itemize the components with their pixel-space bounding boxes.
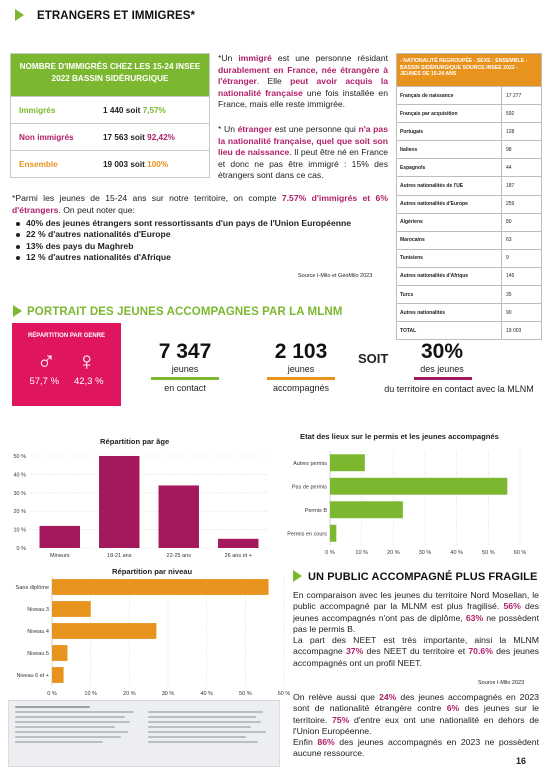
stat-label: jeunes [171,364,199,374]
row-value: 128 [501,123,541,140]
text: des jeunes accompagnés en 2023 ne possèdent aucune ressource. [293,737,540,759]
underline [267,377,335,380]
portrait-title: PORTRAIT DES JEUNES ACCOMPAGNES PAR LA MLNM [27,306,343,318]
bar [330,525,336,542]
bar [99,456,139,548]
row-value: 80 [501,214,541,231]
section-marker-icon [13,305,22,317]
highlight: 70.6% [468,646,493,657]
text: *Parmi les jeunes de 15-24 ans sur notre territoire, on compte [12,193,282,203]
chart-title: Etat des lieux sur le permis et les jeunes accompagnés [300,432,499,441]
row-label: Italiens [400,146,418,153]
chart-title: Répartition par âge [100,437,170,446]
y-tick-label: 0 % [16,546,26,552]
list-item: 22 % d'autres nationalités d'Europe [14,229,388,240]
bar [40,526,80,548]
table-row [397,195,541,213]
text: des NEET du territoire et [363,646,469,657]
stat-territoire [384,340,534,395]
highlight: 24% [378,692,397,702]
nationalites-table [396,53,542,340]
text: est une personne qui [272,124,359,134]
highlight: 75% [331,714,350,725]
genre-box [12,323,121,406]
x-tick-label: 60 % [513,550,527,556]
row-value: 259 [501,196,541,213]
row-value: 1 440 soit [103,105,141,115]
x-tick-label: 20 % [387,550,400,556]
y-tick-label: Sans diplôme [15,585,49,591]
row-value: 19 003 soit [103,159,145,169]
y-tick-label: Autres permis [293,460,327,467]
highlight: 86% [317,737,335,748]
bullet-list [14,218,388,263]
y-tick-label: Niveau 4 [27,629,49,635]
list-item: 12 % d'autres nationalités d'Afrique [14,252,388,263]
table-row [397,285,541,303]
x-tick-label: 40 % [200,691,213,697]
text: On relève aussi que [293,692,379,702]
y-tick-label: 50 % [13,454,26,460]
bar [52,579,269,595]
table-row [397,158,541,176]
table-row [397,213,541,231]
immigres-table [10,53,210,178]
bar [330,478,507,495]
y-tick-label: 30 % [13,490,26,497]
bar [218,539,258,548]
term: immigré [238,53,272,63]
x-tick-label: 0 % [325,550,335,556]
row-pct: 100% [147,159,169,169]
row-value: 44 [501,159,541,176]
page-title: ETRANGERS ET IMMIGRES* [37,10,196,22]
genre-label: RÉPARTITION PAR GENRE [27,333,106,339]
text: une fois installée en France, mais elle reste immigrée. [218,87,388,110]
row-label: TOTAL [400,327,417,334]
text: des jeunes sur le territoire. [293,703,540,725]
bar [330,454,365,471]
row-value: 145 [501,268,541,285]
row-label: Français par acquisition [400,110,458,117]
chart-niveau [0,562,292,700]
highlight: 6% [446,703,460,714]
fragile-text-1 [293,590,539,669]
x-tick-label: 30 % [161,691,175,697]
row-value: 17 277 [501,87,541,104]
source-note: Source I-Milo 2023 [478,680,525,686]
stat-number: 30% [420,340,464,363]
row-value: 35 [501,286,541,303]
row-label: Tunisiens [400,255,423,262]
list-item: 40% des jeunes étrangers sont ressortissants d'un pays de l'Union Européenne [14,218,388,229]
report-thumbnail [8,700,280,767]
row-value: 98 [501,141,541,158]
immigres-table-heading: NOMBRE D'IMMIGRÉS CHEZ LES 15-24 INSEE 2022 BASSIN SIDÉRURGIQUE [11,54,209,96]
row-label: Autres nationalités [400,309,446,316]
stat-contact [145,340,225,393]
y-tick-label: Permis en cours [287,531,327,538]
nationalites-table-heading: - NATIONALITÉ REGROUPÉE - SEXE : ENSEMBLE - BASSIN SIDÉRURGIQUE SOURCE INSEE 2022 - JEUNES DE 15-24 ANS [397,54,541,86]
chart-title: Répartition par niveau [112,567,193,576]
x-tick-label: 20 % [123,691,136,697]
underline [414,377,472,380]
highlight: 37% [345,646,364,657]
text: des jeunes accompagnés en 2023 sont de nationalité étrangère contre [293,692,539,714]
table-row [11,96,209,123]
row-value: 63 [501,232,541,249]
fragile-text-2 [293,692,539,760]
y-tick-label: Niveau 5 [27,651,49,657]
definition-etranger [218,124,388,182]
row-pct: 7,57% [142,105,166,115]
stat-label: accompagnés [272,383,330,393]
highlight: 63% [465,612,484,623]
stat-label: du territoire en contact avec la MLNM [384,384,534,394]
row-value: 9 [501,250,541,267]
bar [52,601,91,617]
bar [52,645,67,661]
row-value: 592 [501,105,541,122]
text: En comparaison avec les jeunes du territoire Nord Mosellan, le public accompagné par la MLNM est plus fragilisé. [293,590,539,612]
stat-number: 7 347 [158,340,212,363]
row-label: Marocains [400,237,425,244]
stat-label: des jeunes [420,364,464,374]
row-value: 187 [501,177,541,194]
row-label: Turcs [400,291,414,298]
table-row [397,122,541,140]
y-tick-label: Pas de permis [291,484,327,491]
female-pct: 42,3 % [73,376,104,387]
table-row [11,150,209,177]
x-tick-label: Mineurs [49,553,70,559]
row-value: 90 [501,304,541,321]
stat-number: 2 103 [274,340,328,363]
row-pct: 92,42% [147,132,175,142]
section-marker-icon [293,570,302,582]
chart-age [0,430,275,565]
row-label: Espagnols [400,164,426,171]
row-label: Autres nationalités d'Europe [400,201,468,208]
y-tick-label: 40 % [13,472,26,479]
bar [330,501,403,518]
text: des jeunes accompagnés n'ont pas de diplôme, [293,601,540,623]
y-tick-label: Permis B [304,507,327,514]
text: d'entre eux ont une nationalité en dehors de l'Union Européenne. [293,714,539,736]
x-tick-label: 22-25 ans [166,553,191,559]
stat-label: en contact [164,383,206,393]
x-tick-label: 40 % [450,550,463,556]
text: des jeunes accompagnés ont un profil NEET. [293,646,539,668]
table-row [397,86,541,104]
list-item: 13% des pays du Maghreb [14,241,388,252]
row-label: Non immigrés [19,132,74,142]
highlight: n'a pas la nationalité française, quel que soit son lieu de naissance [218,124,388,158]
table-row [397,104,541,122]
text: La part des NEET est très importante, ainsi la MLNM accompagne [293,635,539,657]
row-label: Autres nationalités de l'UE [400,183,464,190]
bar [159,485,199,548]
text: * Un [218,124,238,134]
text: *Un [218,53,239,63]
bar [52,667,64,683]
text: ne possèdent pas le permis B. [293,612,539,634]
y-tick-label: 20 % [13,509,26,516]
row-value: 19 003 [501,322,541,339]
row-label: Portugais [400,128,424,135]
row-label: Français de naissance [400,92,454,99]
table-row [397,321,541,339]
y-tick-label: 10 % [13,527,26,534]
table-row [397,231,541,249]
male-icon: ♂ [36,346,56,376]
x-tick-label: 60 % [277,691,291,697]
stat-accompagnes [261,340,341,393]
section-marker-icon [15,9,24,21]
x-tick-label: 0 % [47,691,57,697]
underline [151,377,219,380]
y-tick-label: Niveau 6 et + [16,673,49,679]
table-row [397,140,541,158]
highlight: durablement en France, née étrangère à l'étranger [218,64,388,87]
x-tick-label: 10 % [355,550,368,556]
text: est une personne résidant [271,53,389,63]
text: . Elle [256,76,291,87]
term: étranger [237,124,273,134]
highlight: peut avoir acquis la nationalité française [218,76,388,98]
table-row [397,267,541,285]
page-number: 16 [516,756,527,766]
definition-immigre [218,53,388,111]
row-label: Ensemble [19,159,58,169]
text: . Il peut être né en France et donc ne pas être immigré : 15% des étrangers sont dans ce cas. [218,147,388,181]
row-label: Autres nationalités d'Afrique [400,273,469,280]
table-row [11,123,209,150]
x-tick-label: 18-21 ans [107,553,132,559]
x-tick-label: 26 ans et + [224,553,252,559]
intro-text [12,193,388,216]
female-icon: ♀ [77,346,97,376]
bar [52,623,156,639]
highlight: 56% [503,601,521,612]
soit-label: SOIT [358,351,389,366]
stat-label: jeunes [287,364,315,374]
male-pct: 57,7 % [29,376,60,387]
chart-permis [270,425,549,565]
table-row [397,249,541,267]
table-row [397,303,541,321]
x-tick-label: 10 % [84,691,97,697]
y-tick-label: Niveau 3 [27,607,49,613]
fragile-title: UN PUBLIC ACCOMPAGNÉ PLUS FRAGILE [308,571,538,583]
row-value: 17 563 soit [103,132,145,142]
x-tick-label: 50 % [482,550,495,556]
source-note: Source I-Milo et GéoMilo 2023 [298,273,373,279]
text: . On peut noter que: [58,204,135,215]
table-row [397,176,541,194]
row-label: Algériens [400,219,423,226]
x-tick-label: 50 % [239,691,252,697]
text: Enfin [293,737,318,748]
x-tick-label: 30 % [418,550,432,556]
row-label: Immigrés [19,105,56,115]
highlight: 7.57% d'immigrés et 6% d'étrangers [12,193,388,215]
